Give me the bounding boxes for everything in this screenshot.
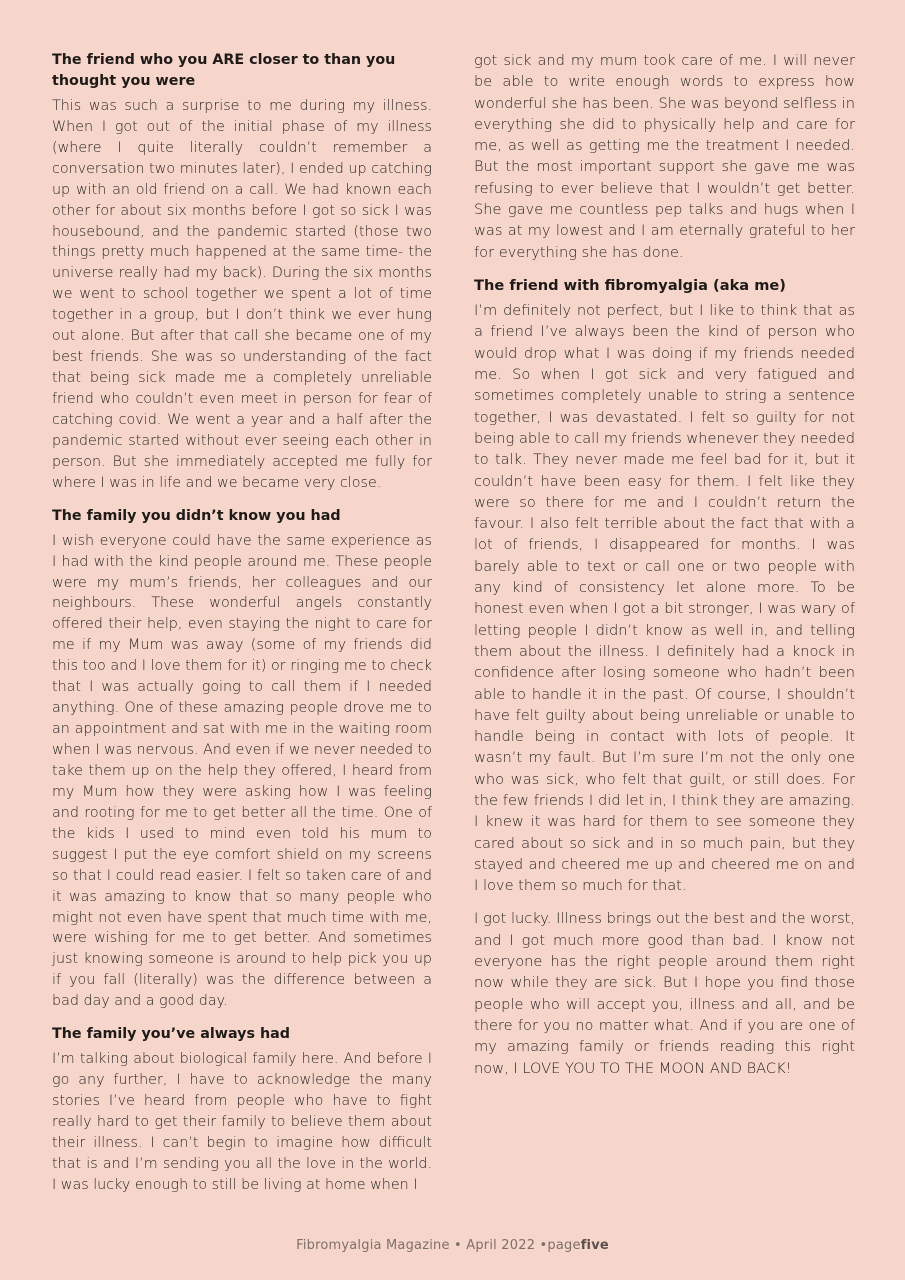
section-paragraph-fibro-friend: I’m definitely not perfect, but I like to think that as a friend I’ve always been the kind of person who would drop what I was doing if my friends needed me. So when I got sick and very fatigued and sometimes completely unable to string a sentence together, I was devastated. I felt so guilty for not being able to call my friends whenever they needed to talk. They never made me feel bad for it, but it couldn’t have been easy for them. I felt like they were so there for me and I couldn’t return the favour. I also felt terrible about the fact that with a lot of friends, I disappeared for months. I was barely able to text or call one or two people with any kind of consistency let alone more. To be honest even when I got a bit stronger, I was wary of letting people I didn’t know as well in, and telling them about the illness. I definitely had a knock in confidence after losing someone who hadn’t been able to handle it in the past. Of course, I shouldn’t have felt guilty about being unreliable or unable to handle being in contact with lots of people. It wasn’t my fault. But I’m sure I’m not the only one who was sick, who felt that guilt, or still does. For the few friends I did let in, I think they are amazing. I knew it was hard for them to see someone they cared about so sick and in so much pain, but they stayed and cheered me up and cheered me on and I love them so much for that.: [474, 302, 855, 895]
footer-magazine-name: Fibromyalgia Magazine: [296, 1238, 450, 1253]
section-heading-fibro-friend: The friend with fibromyalgia (aka me): [474, 276, 786, 294]
section-paragraph-always-family: I’m talking about biological family here. And before I go any further, I have to acknowledge the many stories I’ve heard from people who have to fight really hard to get their family to believe them about their illness. I can’t begin to imagine how difficult that is and I’m sending you all the love in the world. I was lucky enough to still be living at home when I: [52, 1051, 432, 1193]
right-column: [474, 50, 855, 1091]
continued-paragraph: got sick and my mum took care of me. I will never be able to write enough words to express how wonderful she has been. She was beyond selfless in everything she did to physically help and care for me, as well as getting me the treatment I needed. But the most important support she gave me was refusing to ever believe that I wouldn’t get better. She gave me countless pep talks and hugs when I was at my lowest and I am eternally grateful to her for everything she has done.: [474, 52, 855, 261]
section-heading-closer-friend: The friend who you ARE closer to than you thought you were: [52, 52, 396, 89]
footer-separator: •: [539, 1238, 548, 1253]
closing-paragraph: I got lucky. Illness brings out the best and the worst, and I got much more good than bad. I know not everyone has the right people around them right now while they are sick. But I hope you find those people who will accept you, illness and all, and be there for you no matter what. And if you are one of my amazing family or friends reading this right now, I LOVE YOU TO THE MOON AND BACK!: [474, 910, 855, 1077]
footer-page-prefix: page: [547, 1238, 581, 1253]
left-column: [52, 50, 432, 1208]
section-heading-always-family: The family you’ve always had: [52, 1026, 291, 1043]
footer-separator: •: [454, 1238, 462, 1253]
footer-date: April 2022: [466, 1238, 536, 1253]
page-footer: [0, 1238, 905, 1253]
footer-page-number: five: [580, 1238, 609, 1253]
section-heading-unknown-family: The family you didn’t know you had: [52, 507, 341, 524]
section-paragraph-unknown-family: I wish everyone could have the same experience as I had with the kind people around me. These people were my mum’s friends, her colleagues and our neighbours. These wonderful angels constantly offered their help, even staying the night to care for me if my Mum was away (some of my friends did this too and I love them for it) or ringing me to check that I was actually going to call them if I needed anything. One of these amazing people drove me to an appointment and sat with me in the waiting room when I was nervous. And even if we never needed to take them up on the help they offered, I heard from my Mum how they were asking how I was feeling and rooting for me to get better all the time. One of the kids I used to mind even told his mum to suggest I put the eye comfort shield on my screens so that I could read easier. I felt so taken care of and it was amazing to know that so many people who might not even have spent that much time with me, were wishing for me to get better. And sometimes just knowing someone is around to help pick you up if you fall (literally) was the difference between a bad day and a good day.: [52, 532, 432, 1010]
section-paragraph-closer-friend: This was such a surprise to me during my illness. When I got out of the initial phase of my illness (where I quite literally couldn’t remember a conversation two minutes later), I ended up catching up with an old friend on a call. We had known each other for about six months before I got so sick I was housebound, and the pandemic started (those two things pretty much happened at the same time- the universe really had my back). During the six months we went to school together we spent a lot of time together in a group, but I don’t think we ever hung out alone. But after that call she became one of my best friends. She was so understanding of the fact that being sick made me a completely unreliable friend who couldn’t even meet in person for fear of catching covid. We went a year and a half after the pandemic started without ever seeing each other in person. But she immediately accepted me fully for where I was in life and we became very close.: [52, 97, 432, 491]
